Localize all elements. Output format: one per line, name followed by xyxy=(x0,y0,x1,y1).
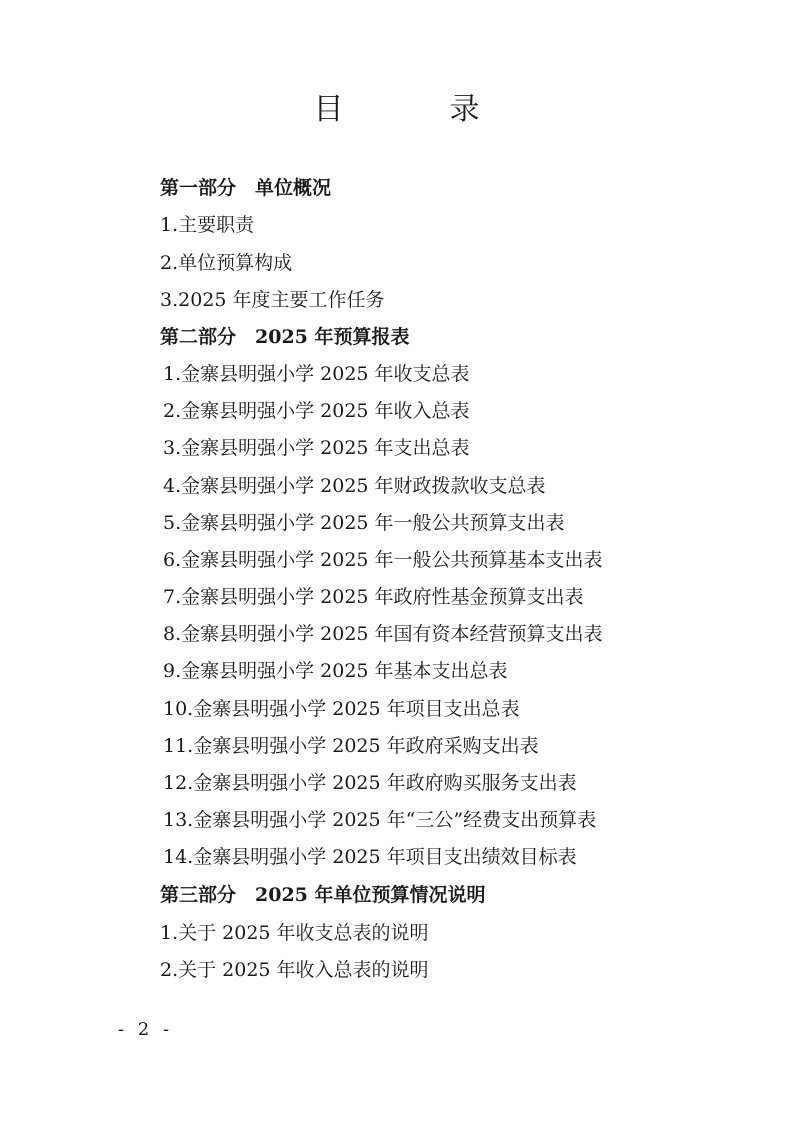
toc-part2-item[interactable]: 1.金寨县明强小学 2025 年收支总表 xyxy=(163,363,470,385)
toc-part2-item[interactable]: 14.金寨县明强小学 2025 年项目支出绩效目标表 xyxy=(163,846,577,868)
toc-part3-heading[interactable]: 第三部分 2025 年单位预算情况说明 xyxy=(160,884,486,906)
toc-part1-heading[interactable]: 第一部分 单位概况 xyxy=(160,177,332,199)
page-title: 目 录 xyxy=(313,92,518,127)
toc-part2-item[interactable]: 3.金寨县明强小学 2025 年支出总表 xyxy=(163,437,470,459)
toc-part1-item[interactable]: 2.单位预算构成 xyxy=(160,252,293,274)
toc-part3-item[interactable]: 2.关于 2025 年收入总表的说明 xyxy=(160,959,429,981)
toc-part2-item[interactable]: 2.金寨县明强小学 2025 年收入总表 xyxy=(163,400,470,422)
toc-part2-item[interactable]: 7.金寨县明强小学 2025 年政府性基金预算支出表 xyxy=(163,586,584,608)
toc-part2-item[interactable]: 4.金寨县明强小学 2025 年财政拨款收支总表 xyxy=(163,475,546,497)
page-number: - 2 - xyxy=(118,1019,174,1040)
toc-part2-item[interactable]: 13.金寨县明强小学 2025 年“三公”经费支出预算表 xyxy=(163,809,597,831)
toc-part1-item[interactable]: 1.主要职责 xyxy=(160,214,255,236)
toc-part2-heading[interactable]: 第二部分 2025 年预算报表 xyxy=(160,326,410,348)
toc-part2-item[interactable]: 6.金寨县明强小学 2025 年一般公共预算基本支出表 xyxy=(163,549,603,571)
toc-part2-item[interactable]: 12.金寨县明强小学 2025 年政府购买服务支出表 xyxy=(163,772,577,794)
toc-part2-item[interactable]: 9.金寨县明强小学 2025 年基本支出总表 xyxy=(163,660,508,682)
toc-part1-item[interactable]: 3.2025 年度主要工作任务 xyxy=(160,289,385,311)
toc-part2-item[interactable]: 10.金寨县明强小学 2025 年项目支出总表 xyxy=(163,698,520,720)
toc-part2-item[interactable]: 5.金寨县明强小学 2025 年一般公共预算支出表 xyxy=(163,512,565,534)
toc-part3-item[interactable]: 1.关于 2025 年收支总表的说明 xyxy=(160,922,429,944)
toc-part2-item[interactable]: 8.金寨县明强小学 2025 年国有资本经营预算支出表 xyxy=(163,623,603,645)
toc-part2-item[interactable]: 11.金寨县明强小学 2025 年政府采购支出表 xyxy=(163,735,539,757)
